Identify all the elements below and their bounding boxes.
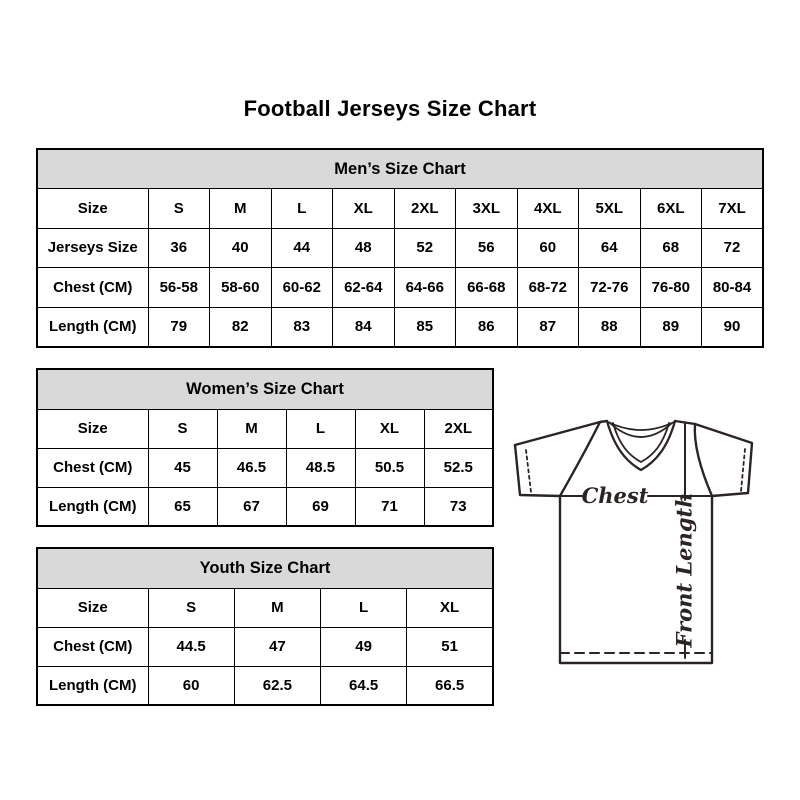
table-title-row [37,369,493,409]
jersey-measurement-diagram [505,390,775,685]
size-cell: 85 [394,307,456,347]
size-cell: 40 [210,228,272,268]
size-cell: 36 [148,228,210,268]
size-cell: 68 [640,228,702,268]
size-cell: 62.5 [234,666,320,705]
shoulder-edges [600,421,695,424]
size-cell: 49 [321,627,407,666]
table-row [37,627,493,666]
row-label: Chest (CM) [37,627,148,666]
size-cell: 6XL [640,189,702,229]
size-cell: 47 [234,627,320,666]
row-label: Length (CM) [37,487,148,526]
table-title: Men’s Size Chart [37,149,763,189]
size-cell: 64.5 [321,666,407,705]
row-label: Size [37,189,148,229]
table-row [37,409,493,448]
size-cell: 56 [456,228,518,268]
size-cell: 50.5 [355,448,424,487]
size-cell: 73 [424,487,493,526]
size-cell: 86 [456,307,518,347]
size-cell: M [210,189,272,229]
size-cell: 82 [210,307,272,347]
table-title-row [37,149,763,189]
size-cell: 64-66 [394,268,456,308]
size-cell: 69 [286,487,355,526]
size-cell: 65 [148,487,217,526]
size-cell: 80-84 [702,268,764,308]
row-label: Size [37,409,148,448]
front-length-label: Front Length [671,492,697,648]
womens-size-chart-table [36,368,494,527]
row-label: Jerseys Size [37,228,148,268]
jersey-diagram-svg [505,390,775,685]
table-row [37,268,763,308]
table-row [37,588,493,627]
size-cell: 64 [579,228,641,268]
size-cell: 71 [355,487,424,526]
size-cell: 66-68 [456,268,518,308]
table-title: Women’s Size Chart [37,369,493,409]
size-cell: L [286,409,355,448]
size-cell: 52 [394,228,456,268]
size-cell: 89 [640,307,702,347]
size-cell: 7XL [702,189,764,229]
row-label: Length (CM) [37,666,148,705]
size-cell: 44 [271,228,333,268]
size-cell: 44.5 [148,627,234,666]
size-cell: 2XL [394,189,456,229]
size-cell: S [148,189,210,229]
chest-label: Chest [581,483,649,508]
size-cell: 45 [148,448,217,487]
table-row [37,228,763,268]
size-cell: XL [355,409,424,448]
table-row [37,189,763,229]
size-cell: 79 [148,307,210,347]
size-cell: 67 [217,487,286,526]
size-cell: 48 [333,228,395,268]
row-label: Size [37,588,148,627]
size-cell: L [271,189,333,229]
size-cell: 3XL [456,189,518,229]
table-title: Youth Size Chart [37,548,493,588]
size-cell: S [148,588,234,627]
size-cell: 72-76 [579,268,641,308]
size-cell: L [321,588,407,627]
size-cell: M [234,588,320,627]
size-cell: 60 [148,666,234,705]
size-cell: 76-80 [640,268,702,308]
size-cell: 56-58 [148,268,210,308]
size-cell: 62-64 [333,268,395,308]
table-row [37,448,493,487]
size-cell: 60-62 [271,268,333,308]
size-cell: XL [333,189,395,229]
table-row [37,487,493,526]
row-label: Length (CM) [37,307,148,347]
table-row [37,666,493,705]
size-cell: 84 [333,307,395,347]
size-cell: 46.5 [217,448,286,487]
size-cell: 4XL [517,189,579,229]
size-cell: 52.5 [424,448,493,487]
mens-size-chart-table [36,148,764,348]
left-cuff-dashed-line [526,450,531,492]
page-title: Football Jerseys Size Chart [243,96,537,121]
size-cell: 66.5 [407,666,493,705]
size-cell: 5XL [579,189,641,229]
size-cell: M [217,409,286,448]
size-cell: 51 [407,627,493,666]
size-cell: 58-60 [210,268,272,308]
collar-inner-v [613,423,669,462]
size-cell: 83 [271,307,333,347]
size-cell: 88 [579,307,641,347]
size-cell: 2XL [424,409,493,448]
table-row [37,307,763,347]
table-title-row [37,548,493,588]
row-label: Chest (CM) [37,268,148,308]
size-cell: 90 [702,307,764,347]
size-cell: XL [407,588,493,627]
size-cell: 68-72 [517,268,579,308]
size-cell: S [148,409,217,448]
right-sleeve-outline [695,424,752,496]
size-cell: 87 [517,307,579,347]
size-cell: 60 [517,228,579,268]
row-label: Chest (CM) [37,448,148,487]
youth-size-chart-table [36,547,494,706]
right-cuff-dashed-line [741,449,745,491]
size-cell: 72 [702,228,764,268]
size-cell: 48.5 [286,448,355,487]
